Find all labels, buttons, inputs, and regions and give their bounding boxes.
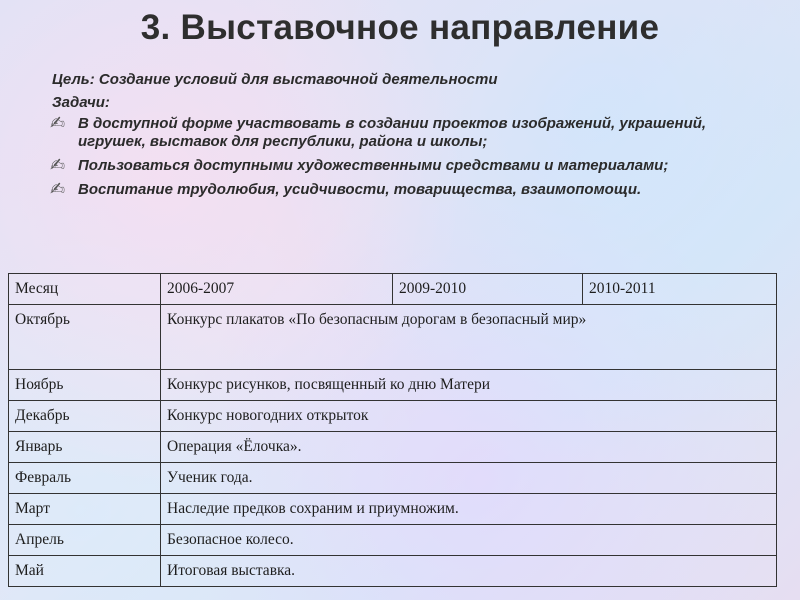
- month-cell: Октябрь: [9, 305, 161, 370]
- table-header-row: [9, 274, 777, 305]
- goal-text: Цель: Создание условий для выставочной деятельности: [52, 71, 498, 88]
- event-cell: Наследие предков сохраним и приумножим.: [161, 494, 777, 525]
- task-item: [48, 115, 708, 151]
- event-cell: Конкурс новогодних открыток: [161, 401, 777, 432]
- writing-hand-icon: ✍: [50, 113, 66, 134]
- tasks-heading: Задачи:: [52, 94, 110, 111]
- header-year-2006: 2006-2007: [161, 274, 393, 305]
- header-year-2010: 2010-2011: [583, 274, 777, 305]
- schedule-table: [8, 273, 777, 587]
- event-cell: Конкурс плакатов «По безопасным дорогам в безопасный мир»: [161, 305, 777, 370]
- month-cell: Январь: [9, 432, 161, 463]
- month-cell: Март: [9, 494, 161, 525]
- writing-hand-icon: ✍: [50, 155, 66, 176]
- event-cell: Операция «Ёлочка».: [161, 432, 777, 463]
- task-text: Пользоваться доступными художественными средствами и материалами;: [78, 157, 669, 174]
- task-text: Воспитание трудолюбия, усидчивости, товарищества, взаимопомощи.: [78, 181, 642, 198]
- event-cell: Итоговая выставка.: [161, 556, 777, 587]
- task-item: [48, 181, 708, 199]
- month-cell: Декабрь: [9, 401, 161, 432]
- month-cell: Апрель: [9, 525, 161, 556]
- header-year-2009: 2009-2010: [393, 274, 583, 305]
- writing-hand-icon: ✍: [50, 179, 66, 200]
- table-row: [9, 305, 777, 370]
- table-row: [9, 401, 777, 432]
- table-row: [9, 463, 777, 494]
- month-cell: Февраль: [9, 463, 161, 494]
- table-row: [9, 494, 777, 525]
- task-list: [48, 115, 708, 205]
- month-cell: Ноябрь: [9, 370, 161, 401]
- table-row: [9, 432, 777, 463]
- event-cell: Ученик года.: [161, 463, 777, 494]
- task-text: В доступной форме участвовать в создании проектов изображений, украшений, игрушек, выставок для республики, района и школы;: [78, 115, 707, 150]
- table-row: [9, 556, 777, 587]
- table-row: [9, 370, 777, 401]
- slide-title: 3. Выставочное направление: [140, 8, 660, 47]
- month-cell: Май: [9, 556, 161, 587]
- table-row: [9, 525, 777, 556]
- event-cell: Безопасное колесо.: [161, 525, 777, 556]
- task-item: [48, 157, 708, 175]
- event-cell: Конкурс рисунков, посвященный ко дню Матери: [161, 370, 777, 401]
- header-month: Месяц: [9, 274, 161, 305]
